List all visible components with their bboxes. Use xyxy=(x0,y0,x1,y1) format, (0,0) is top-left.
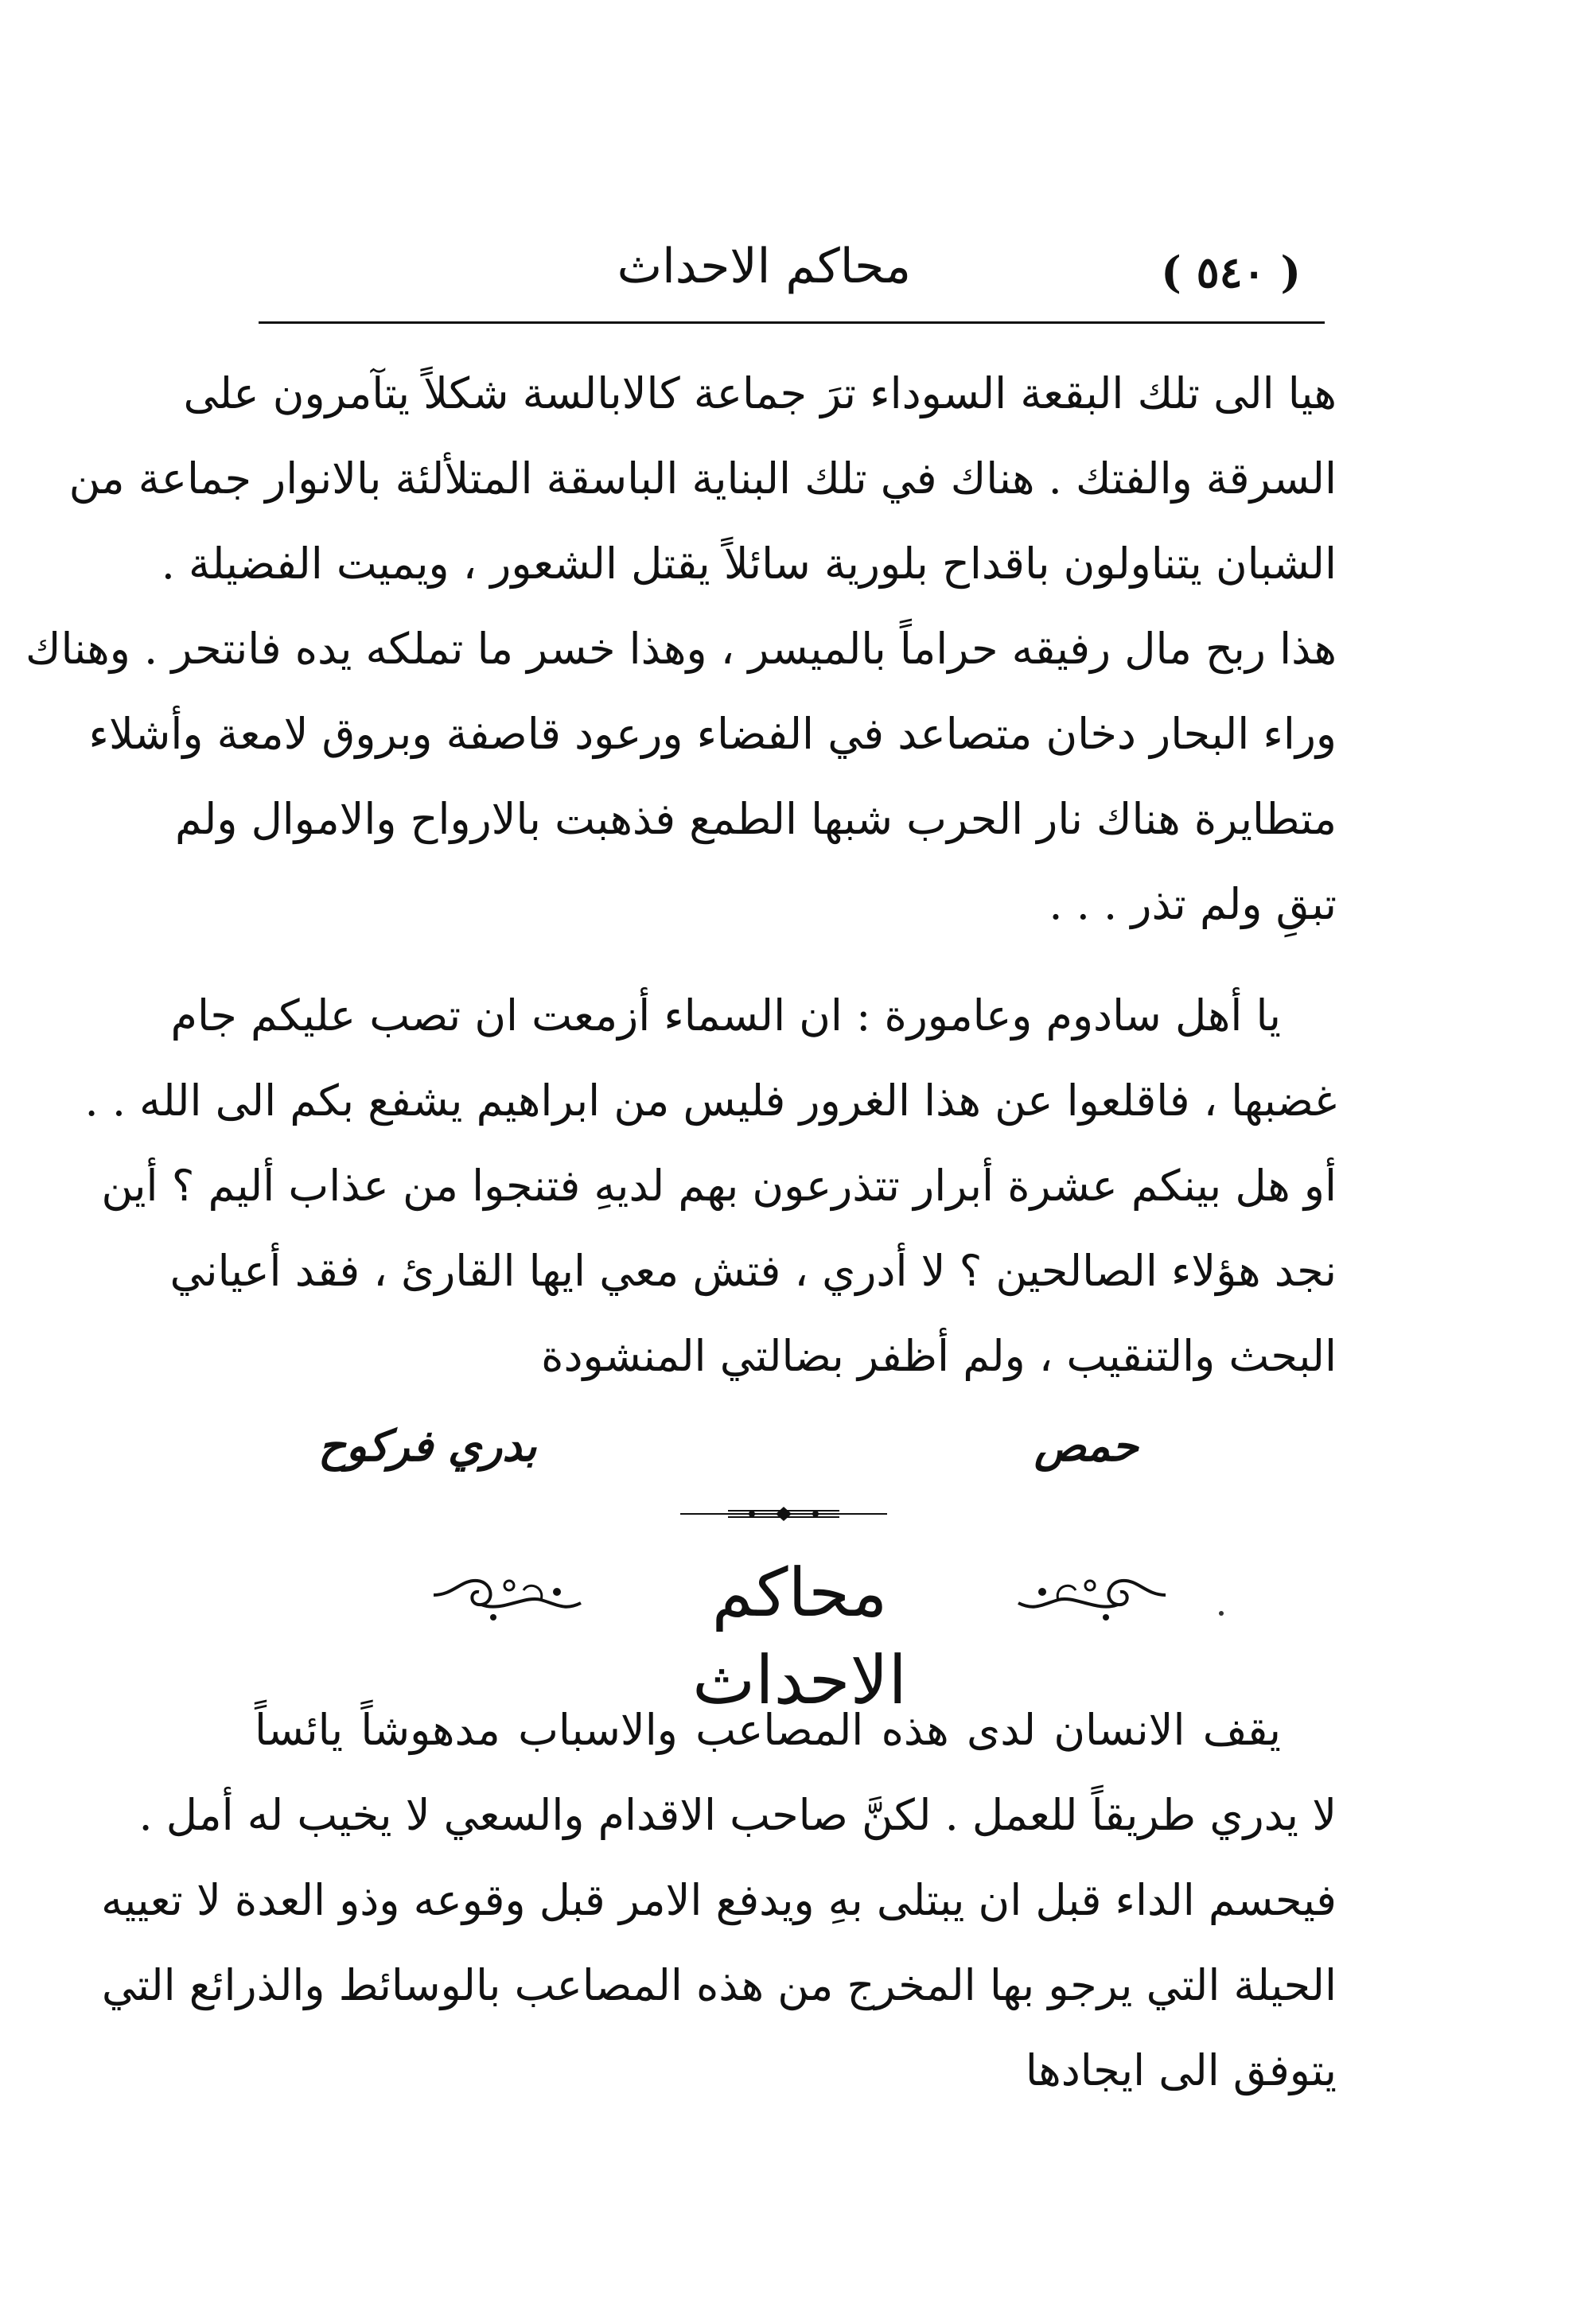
article-title: محاكم الاحداث xyxy=(692,1554,907,1719)
text-line: الحيلة التي يرجو بها المخرج من هذه المصاعب بالوسائط والذرائع التي xyxy=(101,1960,1337,2010)
signature-author: بدري فركوح xyxy=(318,1420,537,1471)
text-line: نجد هؤلاء الصالحين ؟ لا أدري ، فتش معي ايها القارئ ، فقد أعياني xyxy=(169,1246,1337,1296)
text-line: غضبها ، فاقلعوا عن هذا الغرور فليس من ابراهيم يشفع بكم الى الله . . xyxy=(84,1076,1337,1126)
text-line: لا يدري طريقاً للعمل . لكنَّ صاحب الاقدام والسعي لا يخيب له أمل . xyxy=(138,1790,1337,1840)
separator-ornament xyxy=(680,1502,887,1526)
text-line: متطايرة هناك نار الحرب شبها الطمع فذهبت بالارواح والاموال ولم xyxy=(174,794,1337,844)
text-line: يتوفق الى ايجادها xyxy=(1025,2045,1337,2095)
text-line: يا أهل سادوم وعامورة : ان السماء أزمعت ان تصب عليكم جام xyxy=(170,990,1281,1041)
text-line: هذا ربح مال رفيقه حراماً بالميسر ، وهذا خسر ما تملكه يده فانتحر . وهناك xyxy=(25,624,1337,674)
page-number: ( ٥٤٠ ) xyxy=(1161,247,1301,298)
text-line: هيا الى تلك البقعة السوداء ترَ جماعة كالابالسة شكلاً يتآمرون على xyxy=(183,368,1337,418)
flourish-right-icon xyxy=(1010,1563,1170,1627)
text-line: تبقِ ولم تذر . . . xyxy=(1049,879,1337,929)
text-line: فيحسم الداء قبل ان يبتلى بهِ ويدفع الامر قبل وقوعه وذو العدة لا تعييه xyxy=(101,1875,1337,1925)
text-line: البحث والتنقيب ، ولم أظفر بضالتي المنشودة xyxy=(541,1331,1337,1381)
text-line: يقف الانسان لدى هذه المصاعب والاسباب مدهوشاً يائساً xyxy=(255,1705,1281,1755)
flourish-left-icon xyxy=(430,1563,589,1627)
text-line: وراء البحار دخان متصاعد في الفضاء ورعود قاصفة وبروق لامعة وأشلاء xyxy=(88,709,1337,759)
signature-place: حمص xyxy=(1034,1420,1139,1471)
text-line: السرقة والفتك . هناك في تلك البناية الباسقة المتلألئة بالانوار جماعة من xyxy=(68,453,1337,504)
stray-mark xyxy=(1219,1611,1224,1616)
running-title: محاكم الاحداث xyxy=(617,239,911,294)
page-header xyxy=(259,231,1325,306)
text-line: الشبان يتناولون باقداح بلورية سائلاً يقتل الشعور ، ويميت الفضيلة . xyxy=(161,539,1337,589)
text-line: أو هل بينكم عشرة أبرار تتذرعون بهم لديهِ فتنجوا من عذاب أليم ؟ أين xyxy=(101,1161,1337,1211)
article-title-block xyxy=(430,1539,1170,1719)
header-rule xyxy=(259,321,1325,324)
